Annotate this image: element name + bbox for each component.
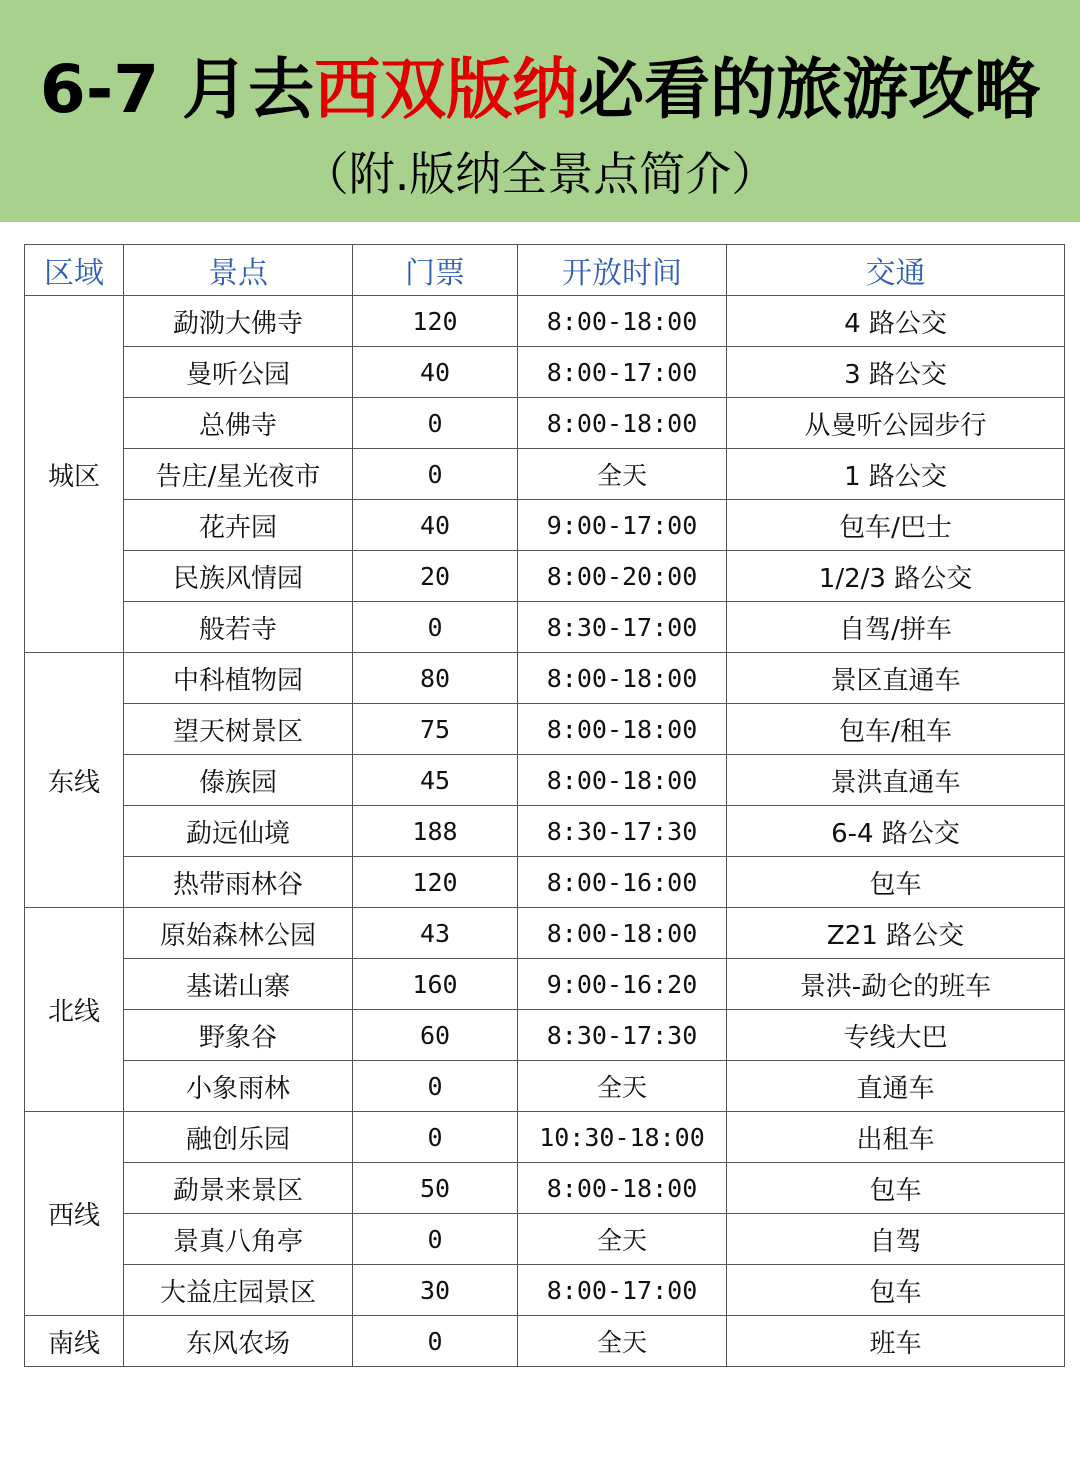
ticket-cell: 40	[353, 500, 518, 551]
table-row	[25, 959, 1065, 1010]
hours-cell: 8:00-18:00	[518, 296, 727, 347]
transport-cell: 自驾/拼车	[727, 602, 1065, 653]
header-transport: 交通	[727, 245, 1065, 296]
ticket-cell: 75	[353, 704, 518, 755]
page-title	[0, 48, 1080, 132]
transport-cell: 3 路公交	[727, 347, 1065, 398]
title-highlight: 西双版纳	[314, 51, 579, 128]
table-row	[25, 908, 1065, 959]
ticket-cell: 0	[353, 1316, 518, 1367]
table-row	[25, 806, 1065, 857]
attraction-cell: 望天树景区	[124, 704, 353, 755]
transport-cell: 包车	[727, 1265, 1065, 1316]
title-prefix: 6-7 月去	[39, 51, 315, 128]
ticket-cell: 188	[353, 806, 518, 857]
transport-cell: 景洪直通车	[727, 755, 1065, 806]
attraction-cell: 民族风情园	[124, 551, 353, 602]
table-row	[25, 755, 1065, 806]
hours-cell: 全天	[518, 449, 727, 500]
attraction-cell: 中科植物园	[124, 653, 353, 704]
attraction-cell: 东风农场	[124, 1316, 353, 1367]
hours-cell: 10:30-18:00	[518, 1112, 727, 1163]
attraction-cell: 花卉园	[124, 500, 353, 551]
ticket-cell: 0	[353, 1061, 518, 1112]
attraction-cell: 傣族园	[124, 755, 353, 806]
table-row	[25, 1265, 1065, 1316]
transport-cell: 包车	[727, 1163, 1065, 1214]
attraction-cell: 景真八角亭	[124, 1214, 353, 1265]
ticket-cell: 160	[353, 959, 518, 1010]
transport-cell: 1/2/3 路公交	[727, 551, 1065, 602]
table-row	[25, 704, 1065, 755]
transport-cell: 1 路公交	[727, 449, 1065, 500]
hours-cell: 全天	[518, 1214, 727, 1265]
hours-cell: 8:00-18:00	[518, 398, 727, 449]
transport-cell: 4 路公交	[727, 296, 1065, 347]
hours-cell: 8:30-17:30	[518, 806, 727, 857]
hours-cell: 8:00-17:00	[518, 347, 727, 398]
attraction-cell: 融创乐园	[124, 1112, 353, 1163]
transport-cell: 从曼听公园步行	[727, 398, 1065, 449]
ticket-cell: 43	[353, 908, 518, 959]
region-cell: 北线	[25, 908, 124, 1112]
table-row	[25, 551, 1065, 602]
region-cell: 东线	[25, 653, 124, 908]
attraction-cell: 曼听公园	[124, 347, 353, 398]
ticket-cell: 0	[353, 602, 518, 653]
table-row	[25, 1061, 1065, 1112]
hours-cell: 8:00-17:00	[518, 1265, 727, 1316]
hours-cell: 8:00-20:00	[518, 551, 727, 602]
title-suffix: 必看的旅游攻略	[578, 51, 1041, 128]
hours-cell: 9:00-16:20	[518, 959, 727, 1010]
transport-cell: 景区直通车	[727, 653, 1065, 704]
hours-cell: 8:00-18:00	[518, 755, 727, 806]
ticket-cell: 120	[353, 857, 518, 908]
attraction-cell: 勐泐大佛寺	[124, 296, 353, 347]
ticket-cell: 0	[353, 1112, 518, 1163]
attraction-cell: 野象谷	[124, 1010, 353, 1061]
ticket-cell: 50	[353, 1163, 518, 1214]
ticket-cell: 0	[353, 1214, 518, 1265]
hours-cell: 8:00-18:00	[518, 908, 727, 959]
transport-cell: 专线大巴	[727, 1010, 1065, 1061]
table-row	[25, 1010, 1065, 1061]
hours-cell: 8:00-18:00	[518, 653, 727, 704]
ticket-cell: 40	[353, 347, 518, 398]
page-subtitle: （附.版纳全景点简介）	[302, 147, 778, 201]
hours-cell: 全天	[518, 1061, 727, 1112]
ticket-cell: 60	[353, 1010, 518, 1061]
transport-cell: 包车/租车	[727, 704, 1065, 755]
table-row	[25, 500, 1065, 551]
attraction-cell: 勐景来景区	[124, 1163, 353, 1214]
region-cell: 城区	[25, 296, 124, 653]
attraction-cell: 勐远仙境	[124, 806, 353, 857]
header-hours: 开放时间	[518, 245, 727, 296]
transport-cell: 包车/巴士	[727, 500, 1065, 551]
hours-cell: 8:30-17:30	[518, 1010, 727, 1061]
header-ticket: 门票	[353, 245, 518, 296]
hours-cell: 8:30-17:00	[518, 602, 727, 653]
transport-cell: 直通车	[727, 1061, 1065, 1112]
ticket-cell: 20	[353, 551, 518, 602]
ticket-cell: 30	[353, 1265, 518, 1316]
table-row	[25, 1112, 1065, 1163]
header-attraction: 景点	[124, 245, 353, 296]
table-row	[25, 1316, 1065, 1367]
transport-cell: 班车	[727, 1316, 1065, 1367]
table-row	[25, 398, 1065, 449]
attraction-cell: 大益庄园景区	[124, 1265, 353, 1316]
table-row	[25, 857, 1065, 908]
table-row	[25, 347, 1065, 398]
attractions-table	[24, 244, 1065, 1367]
attraction-cell: 热带雨林谷	[124, 857, 353, 908]
table-row	[25, 449, 1065, 500]
table-header-row	[25, 245, 1065, 296]
hours-cell: 8:00-18:00	[518, 704, 727, 755]
transport-cell: 6-4 路公交	[727, 806, 1065, 857]
transport-cell: 自驾	[727, 1214, 1065, 1265]
table-row	[25, 296, 1065, 347]
hours-cell: 9:00-17:00	[518, 500, 727, 551]
hours-cell: 全天	[518, 1316, 727, 1367]
table-row	[25, 653, 1065, 704]
header-banner	[0, 0, 1080, 222]
attraction-cell: 基诺山寨	[124, 959, 353, 1010]
header-region: 区域	[25, 245, 124, 296]
attraction-cell: 原始森林公园	[124, 908, 353, 959]
ticket-cell: 120	[353, 296, 518, 347]
attraction-cell: 小象雨林	[124, 1061, 353, 1112]
transport-cell: 包车	[727, 857, 1065, 908]
ticket-cell: 0	[353, 449, 518, 500]
transport-cell: 景洪-勐仑的班车	[727, 959, 1065, 1010]
attraction-cell: 般若寺	[124, 602, 353, 653]
table-row	[25, 1214, 1065, 1265]
table-row	[25, 602, 1065, 653]
attraction-cell: 总佛寺	[124, 398, 353, 449]
hours-cell: 8:00-16:00	[518, 857, 727, 908]
region-cell: 西线	[25, 1112, 124, 1316]
region-cell: 南线	[25, 1316, 124, 1367]
transport-cell: 出租车	[727, 1112, 1065, 1163]
hours-cell: 8:00-18:00	[518, 1163, 727, 1214]
table-row	[25, 1163, 1065, 1214]
ticket-cell: 80	[353, 653, 518, 704]
ticket-cell: 45	[353, 755, 518, 806]
attraction-cell: 告庄/星光夜市	[124, 449, 353, 500]
ticket-cell: 0	[353, 398, 518, 449]
transport-cell: Z21 路公交	[727, 908, 1065, 959]
